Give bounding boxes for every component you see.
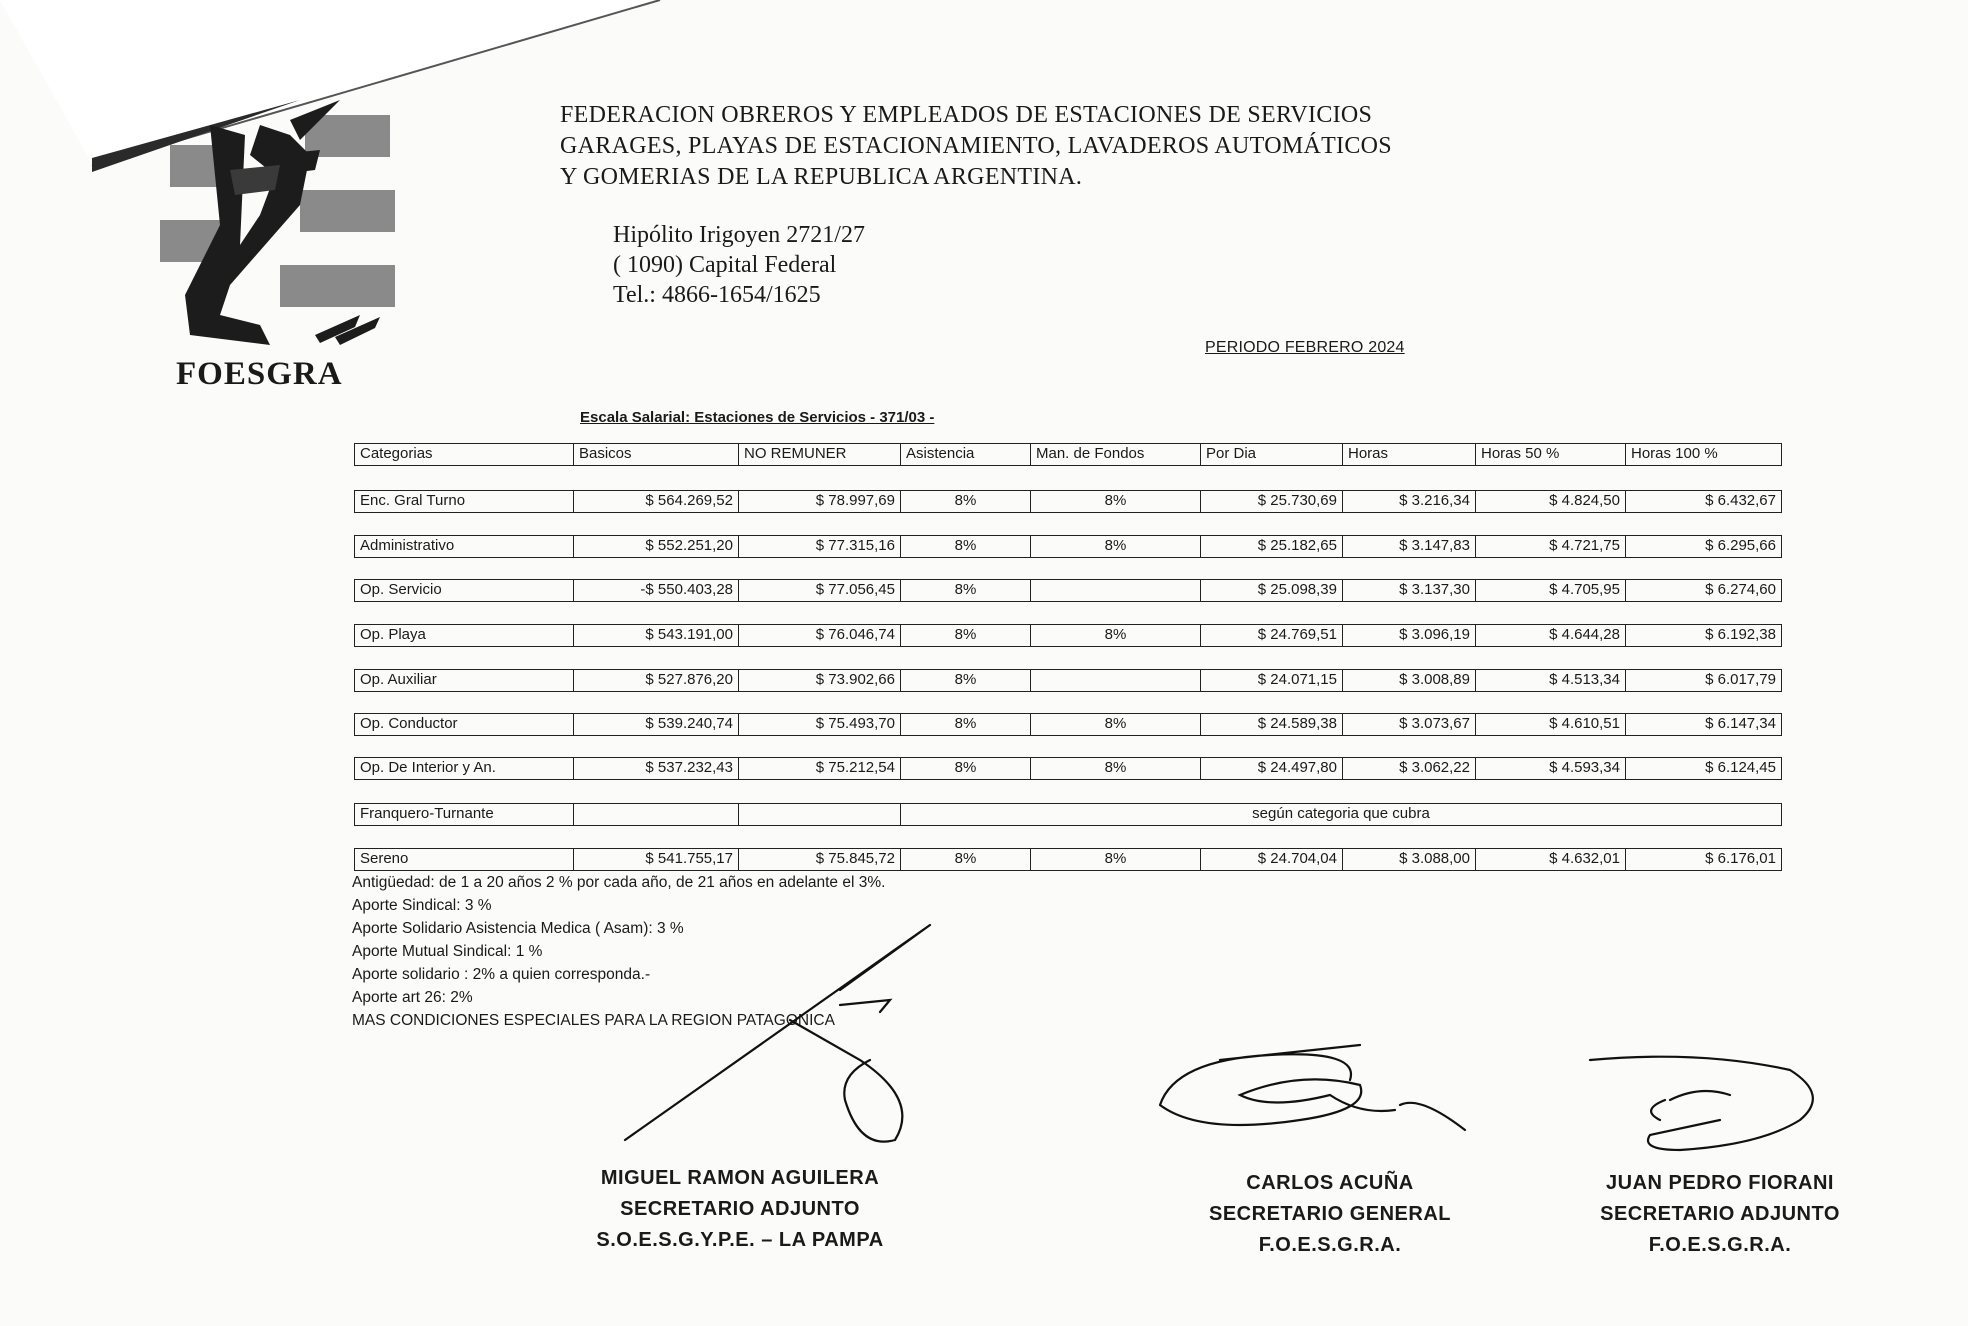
table-cell: $ 3.137,30: [1343, 579, 1476, 602]
column-header: Horas 50 %: [1476, 443, 1626, 466]
table-cell: $ 3.096,19: [1343, 624, 1476, 647]
table-cell: 8%: [1031, 624, 1201, 647]
org-line: Y GOMERIAS DE LA REPUBLICA ARGENTINA.: [560, 164, 1083, 190]
column-header: Horas: [1343, 443, 1476, 466]
table-cell: [739, 803, 901, 826]
address-line: ( 1090) Capital Federal: [613, 252, 837, 278]
note-line: Aporte art 26: 2%: [352, 989, 473, 1006]
table-cell: Administrativo: [354, 535, 574, 558]
table-cell: $ 77.315,16: [739, 535, 901, 558]
table-title: Escala Salarial: Estaciones de Servicios - 371/03 -: [580, 409, 935, 426]
table-cell: Op. Playa: [354, 624, 574, 647]
table-cell: $ 4.513,34: [1476, 669, 1626, 692]
table-cell: $ 4.632,01: [1476, 848, 1626, 871]
table-cell: $ 3.147,83: [1343, 535, 1476, 558]
note-line: Antigüedad: de 1 a 20 años 2 % por cada año, de 21 años en adelante el 3%.: [352, 874, 886, 891]
signatory-acuna: [1150, 1168, 1510, 1261]
table-cell: $ 4.721,75: [1476, 535, 1626, 558]
table-cell: 8%: [1031, 848, 1201, 871]
table-cell: $ 75.845,72: [739, 848, 901, 871]
signatory-org: F.O.E.S.G.R.A.: [1648, 1234, 1792, 1256]
table-cell: $ 3.008,89: [1343, 669, 1476, 692]
address-line: Hipólito Irigoyen 2721/27: [613, 222, 865, 248]
foesgra-logo: [150, 95, 400, 360]
table-cell: 8%: [1031, 757, 1201, 780]
merged-cell: según categoria que cubra: [901, 803, 1782, 826]
table-cell: $ 4.610,51: [1476, 713, 1626, 736]
table-cell: $ 75.212,54: [739, 757, 901, 780]
address-line: Tel.: 4866-1654/1625: [613, 282, 821, 308]
column-header: Basicos: [574, 443, 739, 466]
note-line: Aporte Mutual Sindical: 1 %: [352, 943, 543, 960]
table-cell: $ 541.755,17: [574, 848, 739, 871]
table-cell: $ 4.644,28: [1476, 624, 1626, 647]
table-cell: 8%: [901, 713, 1031, 736]
table-cell: $ 78.997,69: [739, 490, 901, 513]
signatory-org: F.O.E.S.G.R.A.: [1258, 1234, 1402, 1256]
table-cell: $ 6.147,34: [1626, 713, 1782, 736]
table-cell: $ 24.497,80: [1201, 757, 1343, 780]
table-row: [354, 624, 1782, 647]
table-cell: $ 6.274,60: [1626, 579, 1782, 602]
table-cell: $ 3.062,22: [1343, 757, 1476, 780]
table-row: [354, 803, 1782, 826]
table-cell: 8%: [901, 624, 1031, 647]
table-cell: [1031, 669, 1201, 692]
table-row: [354, 579, 1782, 602]
table-cell: 8%: [901, 669, 1031, 692]
table-cell: Franquero-Turnante: [354, 803, 574, 826]
table-row: [354, 713, 1782, 736]
table-cell: 8%: [1031, 490, 1201, 513]
note-line: Aporte Sindical: 3 %: [352, 897, 492, 914]
signatory-name: JUAN PEDRO FIORANI: [1606, 1172, 1834, 1194]
table-cell: $ 75.493,70: [739, 713, 901, 736]
table-row: [354, 669, 1782, 692]
table-cell: $ 4.593,34: [1476, 757, 1626, 780]
table-cell: $ 537.232,43: [574, 757, 739, 780]
org-line: GARAGES, PLAYAS DE ESTACIONAMIENTO, LAVADEROS AUTOMÁTICOS: [560, 133, 1392, 159]
table-cell: $ 543.191,00: [574, 624, 739, 647]
table-cell: 8%: [901, 848, 1031, 871]
signature-fiorani: [1590, 1057, 1813, 1150]
table-cell: $ 564.269,52: [574, 490, 739, 513]
table-cell: 8%: [901, 535, 1031, 558]
table-cell: $ 552.251,20: [574, 535, 739, 558]
table-cell: Op. Auxiliar: [354, 669, 574, 692]
note-line: Aporte solidario : 2% a quien corresponda.-: [352, 966, 651, 983]
table-cell: $ 24.704,04: [1201, 848, 1343, 871]
table-cell: [574, 803, 739, 826]
column-header: Asistencia: [901, 443, 1031, 466]
address-block: [613, 220, 865, 310]
table-cell: $ 6.295,66: [1626, 535, 1782, 558]
table-cell: $ 527.876,20: [574, 669, 739, 692]
table-cell: $ 6.176,01: [1626, 848, 1782, 871]
table-cell: $ 539.240,74: [574, 713, 739, 736]
table-cell: $ 6.017,79: [1626, 669, 1782, 692]
column-header: Por Dia: [1201, 443, 1343, 466]
table-row: [354, 848, 1782, 871]
table-row: [354, 757, 1782, 780]
table-cell: $ 25.098,39: [1201, 579, 1343, 602]
table-row: [354, 535, 1782, 558]
table-cell: Sereno: [354, 848, 574, 871]
table-cell: -$ 550.403,28: [574, 579, 739, 602]
table-cell: 8%: [1031, 713, 1201, 736]
table-cell: $ 3.073,67: [1343, 713, 1476, 736]
contribution-notes: [352, 871, 885, 1032]
signatory-org: S.O.E.S.G.Y.P.E. – LA PAMPA: [596, 1229, 884, 1251]
table-cell: 8%: [901, 490, 1031, 513]
column-header: Categorias: [354, 443, 574, 466]
table-cell: Op. De Interior y An.: [354, 757, 574, 780]
table-cell: 8%: [901, 579, 1031, 602]
table-cell: $ 76.046,74: [739, 624, 901, 647]
table-cell: $ 6.124,45: [1626, 757, 1782, 780]
table-cell: $ 24.071,15: [1201, 669, 1343, 692]
signatory-fiorani: [1540, 1168, 1900, 1261]
table-cell: Op. Conductor: [354, 713, 574, 736]
table-header-row: [354, 443, 1782, 466]
table-cell: $ 4.705,95: [1476, 579, 1626, 602]
column-header: Horas 100 %: [1626, 443, 1782, 466]
table-cell: $ 24.769,51: [1201, 624, 1343, 647]
signatory-name: MIGUEL RAMON AGUILERA: [600, 1167, 880, 1189]
table-cell: $ 25.182,65: [1201, 535, 1343, 558]
table-cell: [1031, 579, 1201, 602]
table-cell: 8%: [901, 757, 1031, 780]
column-header: Man. de Fondos: [1031, 443, 1201, 466]
table-cell: 8%: [1031, 535, 1201, 558]
table-cell: $ 3.088,00: [1343, 848, 1476, 871]
table-cell: Enc. Gral Turno: [354, 490, 574, 513]
signatory-role: SECRETARIO GENERAL: [1209, 1203, 1451, 1225]
table-cell: $ 73.902,66: [739, 669, 901, 692]
logo-text: FOESGRA: [176, 356, 343, 392]
table-cell: $ 24.589,38: [1201, 713, 1343, 736]
note-line: MAS CONDICIONES ESPECIALES PARA LA REGION PATAGONICA: [352, 1012, 835, 1029]
table-row: [354, 490, 1782, 513]
table-cell: $ 77.056,45: [739, 579, 901, 602]
signature-acuna: [1160, 1045, 1465, 1130]
table-cell: $ 4.824,50: [1476, 490, 1626, 513]
table-cell: $ 3.216,34: [1343, 490, 1476, 513]
table-cell: $ 6.192,38: [1626, 624, 1782, 647]
table-cell: Op. Servicio: [354, 579, 574, 602]
org-line: FEDERACION OBREROS Y EMPLEADOS DE ESTACIONES DE SERVICIOS: [560, 102, 1373, 128]
signatory-role: SECRETARIO ADJUNTO: [1600, 1203, 1840, 1225]
signatory-name: CARLOS ACUÑA: [1246, 1172, 1414, 1194]
signatory-aguilera: [560, 1163, 920, 1256]
column-header: NO REMUNER: [739, 443, 901, 466]
table-cell: $ 6.432,67: [1626, 490, 1782, 513]
organization-name: [560, 100, 1392, 193]
note-line: Aporte Solidario Asistencia Medica ( Asam): 3 %: [352, 920, 684, 937]
table-cell: $ 25.730,69: [1201, 490, 1343, 513]
signatory-role: SECRETARIO ADJUNTO: [620, 1198, 860, 1220]
period-label: PERIODO FEBRERO 2024: [1205, 339, 1405, 356]
